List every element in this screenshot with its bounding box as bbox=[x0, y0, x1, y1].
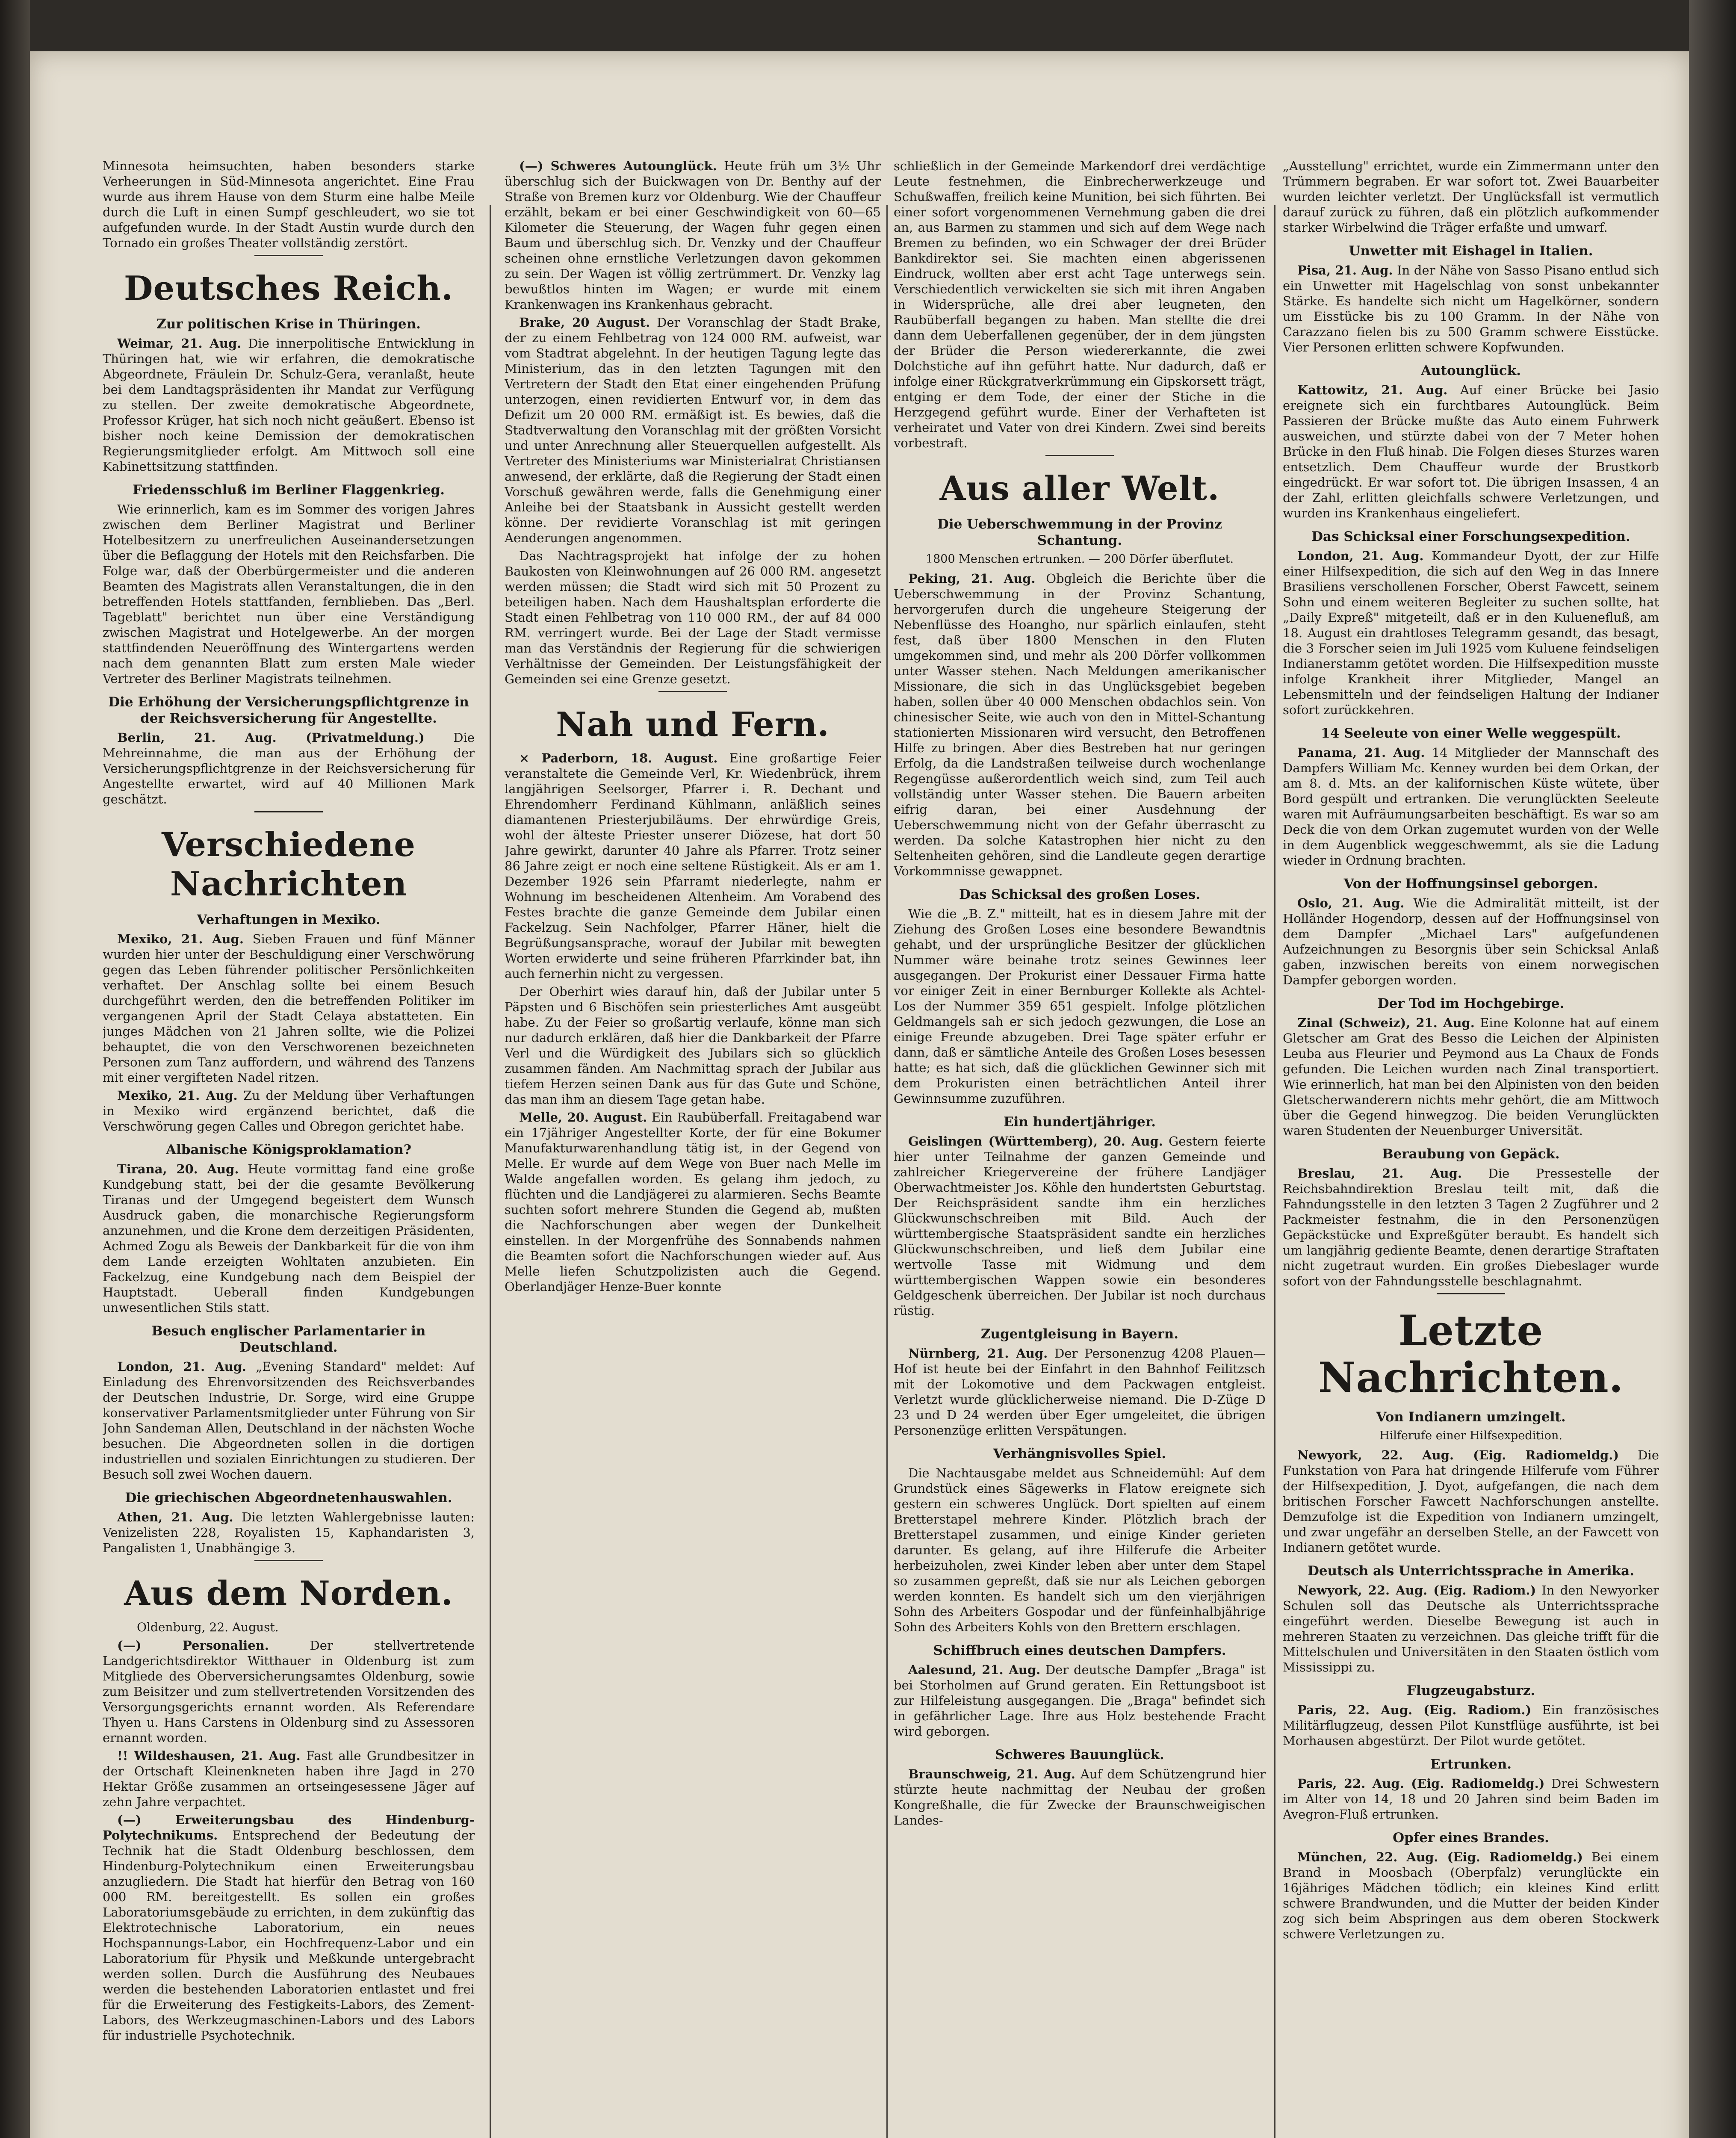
article-dateline: × Paderborn, 18. August. bbox=[519, 751, 718, 765]
article-dateline: Brake, 20 August. bbox=[519, 315, 650, 330]
article-body: 14 Mitglieder der Mannschaft des Dampfers William Mc. Kenney wurden bei dem Orkan, der am 8. d. Mts. an der kalifornischen Küste wütete, über Bord gespült und ertranken. Die verunglückten Seeleute waren mit Aufräumungsarbeiten beschäftigt. Es war so am Deck die von dem Orkan zugemutet wurden von der Welle in dem Augenblick weggeschwemmt, als sie die Ladung wieder in Ordnung brachten. bbox=[1283, 745, 1659, 868]
section-heading-letzte-nachrichten: Letzte Nachrichten. bbox=[1318, 1306, 1624, 1402]
article-dateline: Tirana, 20. Aug. bbox=[117, 1162, 239, 1176]
section-heading-deutsches-reich: Deutsches Reich. bbox=[124, 269, 454, 308]
article-body: Bei einem Brand in Moosbach (Oberpfalz) verunglückte ein 16jähriges Mädchen tödlich; ein kleines Kind erlitt schwere Brandwunden, und die Mutter der beiden Kinder zog sich beim Abspringen aus dem oberen Stockwerk schwere Verletzungen zu. bbox=[1283, 1850, 1659, 1941]
divider bbox=[1045, 455, 1114, 456]
article-dateline: Peking, 21. Aug. bbox=[908, 571, 1036, 586]
article-body: Der deutsche Dampfer „Braga" ist bei Storholmen auf Grund geraten. Ein Rettungsboot ist zur Hilfeleistung ausgegangen. Die „Braga" befindet sich in gefährlicher Lage. Ihre aus Holz bestehende Fracht wird geborgen. bbox=[894, 1663, 1266, 1739]
article-dateline: Geislingen (Württemberg), 20. Aug. bbox=[908, 1134, 1163, 1149]
article-dateline: Mexiko, 21. Aug. bbox=[117, 1088, 238, 1103]
article-body: Heute früh um 3½ Uhr überschlug sich der Buickwagen von Dr. Benthy auf der Straße von Bremen kurz vor Oldenburg. Wie der Chauffeur erzählt, bekam er bei einer Geschwindigkeit von 60—65 Kilometer die Steuerung, der Wagen fuhr gegen einen Baum und überschlug sich. Dr. Venzky und der Chauffeur scheinen ohne ernstliche Verletzungen davon gekommen zu sein. Der Wagen ist völlig zertrümmert. Dr. Venzky lag bewußtlos hinten im Wagen; er wurde mit einem Krankenwagen ins Krankenhaus gebracht. bbox=[505, 159, 881, 312]
article-body: Die Nachtausgabe meldet aus Schneidemühl: Auf dem Grundstück eines Sägewerks in Flatow ereignete sich gestern ein schweres Unglück. Dort spielten auf einem Bretterstapel mehrere Kinder. Plötzlich brach der Bretterstapel zusammen, und einige Kinder gerieten darunter. Es gelang, auf ihre Hilferufe die Arbeiter herbeizuholen, zwei Kinder leben aber unter dem Stapel so zusammen gepreßt, daß sie nur als Leichen geborgen werden konnten. Es handelt sich um den vierjährigen Sohn des Arbeiters Gospodar und der fünfeinhalbjährige Sohn des Arbeiters Kohls von den Brettern erschlagen. bbox=[894, 1466, 1266, 1634]
column-2 bbox=[505, 158, 881, 2138]
newspaper-page bbox=[30, 51, 1689, 2138]
article-body: Wie die Admiralität mitteilt, ist der Holländer Hogendorp, dessen auf der Hoffnungsinsel von dem Dampfer „Michael Lars" aufgefundenen Aufzeichnungen zu Besorgnis über sein Schicksal Anlaß gaben, inzwischen bereits von einem norwegischen Dampfer geborgen worden. bbox=[1283, 896, 1659, 987]
article-title: Schiffbruch eines deutschen Dampfers. bbox=[933, 1643, 1226, 1658]
article-dateline: Paris, 22. Aug. (Eig. Radiomeldg.) bbox=[1297, 1776, 1545, 1791]
article-body: Wie die „B. Z." mitteilt, hat es in diesem Jahre mit der Ziehung des Großen Loses eine besondere Bewandtnis gehabt, und der ursprüngliche Besitzer der glücklichen Nummer wäre beinahe trotz seines Gewinnes leer ausgegangen. Der Prokurist einer Dessauer Firma hatte vor einiger Zeit in einer Bernburger Kollekte als Achtel-Los der Nummer 359 651 gespielt. Infolge plötzlichen Geldmangels sah er sich jedoch gezwungen, die Lose an einige Freunde abzugeben. Drei Tage später erfuhr er dann, daß er sämtliche Anteile des Großen Loses besessen hatte; es hat sich, daß die glücklichen Gewinner sich mit dem Prokuristen einen beträchtlichen Anteil ihrer Gewinnsumme zuzuführen. bbox=[894, 907, 1266, 1106]
article-body: Sieben Frauen und fünf Männer wurden hier unter der Beschuldigung einer Verschwörung gegen das Leben führender politischer Persönlichkeiten verhaftet. Der Anschlag sollte bei einem Besuch durchgeführt werden, den die betreffenden Politiker im vergangenen April der Stadt Celaya abstatteten. Ein junges Mädchen von 21 Jahren sollte, wie die Polizei behauptet, die von den Verschworenen bezeichneten Personen zum Tanz auffordern, und während des Tanzens mit einer vergifteten Nadel ritzen. bbox=[103, 932, 475, 1085]
article-title: Verhaftungen in Mexiko. bbox=[197, 912, 381, 927]
article-body: Der Voranschlag der Stadt Brake, der zu einem Fehlbetrag von 124 000 RM. aufweist, war vom Stadtrat abgelehnt. In der heutigen Tagung legte das Ministerium, das in den letzten Tagungen mit den Vertretern der Stadt den Etat einer eingehenden Prüfung unterzogen, einen revidierten Entwurf vor, in dem das Defizit um 20 000 RM. ermäßigt ist. Es bewies, daß die Stadtverwaltung den Voranschlag mit der größten Vorsicht und unter Anrechnung aller Steuerquellen aufgestellt. Als Vertreter des Ministeriums war Ministerialrat Christiansen anwesend, der erklärte, daß die Regierung der Stadt einen Vorschuß gewähren werde, falls die Genehmigung einer Anleihe bei der Staatsbank in Aussicht gestellt werden könne. Der revidierte Voranschlag ist mit geringen Aenderungen angenommen. bbox=[505, 315, 881, 545]
article-title: Opfer eines Brandes. bbox=[1393, 1830, 1549, 1846]
column-4 bbox=[1283, 158, 1659, 2138]
article-dateline: Aalesund, 21. Aug. bbox=[908, 1663, 1041, 1677]
article-dateline: Panama, 21. Aug. bbox=[1297, 745, 1425, 760]
article-subtitle: 1800 Menschen ertrunken. — 200 Dörfer überflutet. bbox=[925, 552, 1234, 566]
article-title: Albanische Königsproklamation? bbox=[165, 1142, 412, 1158]
page-edge-shadow bbox=[1689, 0, 1736, 2138]
article-title: Beraubung von Gepäck. bbox=[1382, 1146, 1560, 1162]
divider bbox=[1437, 1293, 1505, 1294]
article-title: Autounglück. bbox=[1421, 363, 1521, 378]
article-body: Der stellvertretende Landgerichtsdirektor Witthauer in Oldenburg ist zum Mitgliede des Oberversicherungsamtes Oldenburg, sowie zum Beisitzer und zum stellvertretenden Vorsitzenden des Versorgungsgerichts ernannt worden. Als Referendare Thyen u. Hans Carstens in Oldenburg sind zu Assessoren ernannt worden. bbox=[103, 1638, 475, 1745]
article-dateline: London, 21. Aug. bbox=[1297, 549, 1424, 563]
article-body: In den Newyorker Schulen soll das Deutsche als Unterrichtssprache eingeführt werden. Dieselbe Bewegung ist auch in mehreren Staaten zu verzeichnen. Das gleiche trifft für die Mittelschulen und Universitäten in den Staaten östlich vom Mississippi zu. bbox=[1283, 1583, 1659, 1674]
article-body: Auf einer Brücke bei Jasio ereignete sich ein furchtbares Autounglück. Beim Passieren der Brücke mußte das Auto einem Fuhrwerk ausweichen, und stürzte dabei von der 7 Meter hohen Brücke in den Fluß hinab. Die Folgen dieses Sturzes waren entsetzlich. Dem Chauffeur wurde der Brustkorb eingedrückt. Er war sofort tot. Die übrigen Insassen, 4 an der Zahl, erlitten gleichfalls schwere Verletzungen, und wurden ins Krankenhaus eingeliefert. bbox=[1283, 383, 1659, 520]
article-title: Verhängnisvolles Spiel. bbox=[993, 1446, 1166, 1462]
article-body: Die Funkstation von Para hat dringende Hilferufe vom Führer der Hilfsexpedition, J. Dyot, aufgefangen, die nach dem britischen Forscher Fawcett Nachforschungen anstellte. Demzufolge ist die Expedition von Indianern umzingelt, und zwar ungefähr an derselben Stelle, an der Fawcett von Indianern getötet wurde. bbox=[1283, 1448, 1659, 1555]
divider bbox=[254, 255, 323, 256]
article-body: Der Personenzug 4208 Plauen—Hof ist heute bei der Einfahrt in den Bahnhof Feilitzsch mit der Lokomotive und dem Packwagen entgleist. Verletzt wurde glücklicherweise niemand. Die D-Züge D 23 und D 24 werden über Eger umgeleitet, die übrigen Personenzüge erlitten Verspätungen. bbox=[894, 1346, 1266, 1438]
article-title: Ein hundertjähriger. bbox=[1003, 1114, 1156, 1130]
article-body: Gestern feierte hier unter Teilnahme der ganzen Gemeinde und zahlreicher Kriegervereine der frühere Landjäger Oberwachtmeister Jos. Köhle den hundertsten Geburtstag. Der Reichspräsident sandte ihm ein herzliches Glückwunschschreiben mit Bild. Auch der württembergische Staatspräsident sandte ein herzliches Glückwunschschreiben, und ließ dem Jubilar eine wertvolle Tasse mit Widmung und dem württembergischen Wappen sowie ein besonderes Geldgeschenk überreichen. Der Jubilar ist noch durchaus rüstig. bbox=[894, 1134, 1266, 1318]
article-body: Die Mehreinnahme, die man aus der Erhöhung der Versicherungspflichtgrenze in der Reichsversicherung für Angestellte erwartet, wird auf 40 Millionen Mark geschätzt. bbox=[103, 730, 475, 806]
article-title: Besuch englischer Parlamentarier in Deutschland. bbox=[151, 1323, 426, 1355]
article-dateline: London, 21. Aug. bbox=[117, 1359, 247, 1374]
article-body: Die letzten Wahlergebnisse lauten: Venizelisten 228, Royalisten 15, Kaphandaristen 3, Pangalisten 1, Unabhängige 3. bbox=[103, 1510, 475, 1555]
article-body: Wie erinnerlich, kam es im Sommer des vorigen Jahres zwischen dem Berliner Magistrat und Berliner Hotelbesitzern zu unerfreulichen Auseinandersetzungen über die Beflaggung der Hotels mit den Reichsfarben. Die Folge war, daß der Oberbürgermeister und die anderen Beamten des Magistrats allen Veranstaltungen, die in den betreffenden Hotels stattfanden, fernblieben. Das „Berl. Tageblatt" berichtet nun über eine Verständigung zwischen Magistrat und Hotelgewerbe. An der morgen stattfindenden Neueröffnung des Wintergartens werden nach dem genannten Blatt zum ersten Male wieder Vertreter des Berliner Magistrats teilnehmen. bbox=[103, 502, 475, 686]
article-body: Das Nachtragsprojekt hat infolge der zu hohen Baukosten von Kleinwohnungen auf 26 000 RM. angesetzt werden müssen; die Stadt wird sich mit 50 Prozent zu beteiligen haben. Nach dem Haushaltsplan erforderte die Stadt einen Fehlbetrag von 110 000 RM., der auf 84 000 RM. verringert wurde. Bei der Lage der Stadt vermisse man das Verständnis der Regierung für die schwierigen Verhältnisse der Gemeinden. Der Leistungsfähigkeit der Gemeinden sei eine Grenze gesetzt. bbox=[505, 549, 881, 686]
column-rule bbox=[886, 205, 888, 2138]
divider bbox=[658, 691, 727, 692]
article-dateline: Zinal (Schweiz), 21. Aug. bbox=[1297, 1016, 1475, 1030]
article-body: Kommandeur Dyott, der zur Hilfe einer Hilfsexpedition, die sich auf den Weg in das Innere Brasiliens verschollenen Forscher, Oberst Fawcett, seinem Sohn und einem weiteren Begleiter zu suchen sollte, hat „Daily Expreß" mitgeteilt, daß er in den Kuluenefluß, am 18. August ein drahtloses Telegramm gesandt, das besagt, die 3 Forscher seien im Juli 1925 vom Kuluene feindseligen Indianerstamm getötet worden. Die Hilfsexpedition musste infolge Krankheit ihrer Mitglieder, Mangel an Lebensmitteln und der feindseligen Haltung der Indianer sofort zurückkehren. bbox=[1283, 549, 1659, 717]
article-dateline: Breslau, 21. Aug. bbox=[1297, 1166, 1462, 1181]
article-dateline: Mexiko, 21. Aug. bbox=[117, 932, 244, 946]
section-heading-aus-aller-welt: Aus aller Welt. bbox=[939, 469, 1220, 508]
article-body: Eine großartige Feier veranstaltete die Gemeinde Verl, Kr. Wiedenbrück, ihrem langjährigen Seelsorger, Pfarrer i. R. Dechant und Ehrendomherr Ferdinand Kühlmann, anläßlich seines diamantenen Priesterjubiläums. Der ehrwürdige Greis, wohl der älteste Priester unserer Diözese, hat dort 50 Jahre gewirkt, darunter 40 Jahre als Pfarrer. Trotz seiner 86 Jahre zeigt er noch eine seltene Rüstigkeit. Als er am 1. Dezember 1926 sein Pfarramt niederlegte, nahm er Wohnung im bescheidenen Altenheim. Am Vorabend des Festes brachte die ganze Gemeinde dem Jubilar einen Fackelzug. Sein Nachfolger, Pfarrer Häner, hielt die Begrüßungsansprache, worauf der Jubilar mit bewegten Worten erwiderte und seine früheren Pfarrkinder bat, ihn auch fernerhin nicht zu vergessen. bbox=[505, 751, 881, 981]
article-body: Ein französisches Militärflugzeug, dessen Pilot Kunstflüge ausführte, ist bei Morhausen abgestürzt. Der Pilot wurde getötet. bbox=[1283, 1703, 1659, 1748]
article-title: Das Schicksal einer Forschungsexpedition. bbox=[1311, 529, 1630, 544]
column-1 bbox=[103, 158, 475, 2138]
article-body: Ein Raubüberfall. Freitagabend war ein 17jähriger Angestellter Korte, der für eine Bokumer Manufakturwarenhandlung tätig ist, in der Gegend von Melle. Er wurde auf dem Wege von Buer nach Melle im Walde angefallen worden. Es gelang ihm jedoch, zu flüchten und die Landjägerei zu alarmieren. Sechs Beamte suchten sofort mehrere Stunden die Gegend ab, mußten die Nachforschungen aber wegen der Dunkelheit einstellen. In der Morgenfrühe des Sonnabends nahmen die Beamten sofort die Nachforschungen wieder auf. Aus Melle liefen Schutzpolizisten auch die Gegend. Oberlandjäger Henze-Buer konnte bbox=[505, 1110, 881, 1294]
article-body: Drei Schwestern im Alter von 14, 18 und 20 Jahren sind beim Baden im Avegron-Fluß ertrunken. bbox=[1283, 1776, 1659, 1822]
article-title: 14 Seeleute von einer Welle weggespült. bbox=[1321, 726, 1621, 741]
place-date-line: Oldenburg, 22. August. bbox=[137, 1620, 279, 1634]
article-title: Von Indianern umzingelt. bbox=[1376, 1409, 1566, 1425]
article-dateline: Paris, 22. Aug. (Eig. Radiom.) bbox=[1297, 1703, 1532, 1717]
article-title: Ertrunken. bbox=[1430, 1757, 1512, 1772]
article-title: Der Tod im Hochgebirge. bbox=[1377, 996, 1565, 1011]
article-body: Obgleich die Berichte über die Ueberschwemmung in der Provinz Schantung, hervorgerufen durch die ungeheure Steigerung der Nebenflüsse des Hoangho, nur spärlich einlaufen, steht fest, daß über 1800 Menschen in den Fluten umgekommen sind, und mehr als 200 Dörfer vollkommen unter Wasser stehen. Nach Meldungen amerikanischer Missionare, die sich in das Unglücksgebiet begeben haben, sollen über 40 000 Menschen obdachlos sein. Von chinesischer Seite, wie auch von den in Mittel-Schantung stationierten Missionaren wird versucht, den Betroffenen Hilfe zu bringen. Aber dies Bestreben hat nur geringen Erfolg, da die Landstraßen teilweise durch wochenlange Regengüsse außerordentlich weich sind, zum Teil auch vollständig unter Wasser stehen. Die Bauern arbeiten eifrig daran, bei einer Ausdehnung der Ueberschwemmung nicht von der Gefahr überrascht zu werden. Da solche Katastrophen hier nicht zu den Seltenheiten gehören, sind die Landleute gegen derartige Vorkommnisse gewappnet. bbox=[894, 571, 1266, 878]
article-body: Zu der Meldung über Verhaftungen in Mexiko wird ergänzend berichtet, daß die Verschwörung gegen Calles und Obregon gerichtet habe. bbox=[103, 1088, 475, 1134]
section-heading-nah-und-fern: Nah und Fern. bbox=[556, 705, 830, 744]
article-dateline: Braunschweig, 21. Aug. bbox=[908, 1767, 1075, 1781]
article-dateline: Athen, 21. Aug. bbox=[117, 1510, 233, 1524]
article-dateline: (—) Schweres Autounglück. bbox=[519, 159, 717, 173]
article-body: Die innerpolitische Entwicklung in Thüringen hat, wie wir erfahren, die demokratische Abgeordnete, Fräulein Dr. Schulz-Gera, veranlaßt, heute bei dem Landtagspräsidenten ihr Mandat zur Verfügung zu stellen. Der zweite demokratische Abgeordnete, Professor Krüger, hat sich noch nicht geäußert. Ebenso ist bisher noch keine Demission der demokratischen Regierungsmitglieder erfolgt. Am Mittwoch soll eine Kabinettsitzung stattfinden. bbox=[103, 336, 475, 474]
article-title: Unwetter mit Eishagel in Italien. bbox=[1349, 243, 1593, 259]
article-body: Der Oberhirt wies darauf hin, daß der Jubilar unter 5 Päpsten und 6 Bischöfen sein priesterliches Amt ausgeübt habe. Zu der Feier so großartig verlaufe, könne man sich nur dadurch erklären, daß hier die Dankbarkeit der Pfarre Verl und die Würdigkeit des Jubilars sich so glücklich zusammen fänden. Am Nachmittag sprach der Jubilar aus tiefem Herzen seinen Dank aus für das Gute und Schöne, das man ihm an diesem Tage getan habe. bbox=[505, 984, 881, 1107]
article-title: Das Schicksal des großen Loses. bbox=[959, 887, 1201, 902]
intro-text: Minnesota heimsuchten, haben besonders starke Verheerungen in Süd-Minnesota angerichtet. Eine Frau wurde aus ihrem Hause von dem Sturm eine halbe Meile durch die Luft in einen Sumpf geschleudert, wo sie tot aufgefunden wurde. In der Stadt Austin wurde durch den Tornado ein großes Theater vollständig zerstört. bbox=[103, 159, 475, 250]
article-title: Deutsch als Unterrichtssprache in Amerika. bbox=[1307, 1563, 1635, 1579]
article-title: Die griechischen Abgeordnetenhauswahlen. bbox=[125, 1490, 452, 1506]
column-rule bbox=[490, 205, 491, 2138]
article-body: In der Nähe von Sasso Pisano entlud sich ein Unwetter mit Hagelschlag von sonst unbekannter Stärke. Es handelte sich nicht um Hagelkörner, sondern um Eisstücke bis zu 100 Gramm. In der Nähe von Carazzano fielen bis zu 500 Gramm schwere Eisstücke. Vier Personen erlitten schwere Kopfwunden. bbox=[1283, 263, 1659, 354]
column-3 bbox=[894, 158, 1266, 2138]
article-body: Entsprechend der Bedeutung der Technik hat die Stadt Oldenburg beschlossen, dem Hindenburg-Polytechnikum einen Erweiterungsbau anzugliedern. Die Stadt hat hierfür den Betrag von 160 000 RM. bereitgestellt. Es sollen ein großes Laboratoriumsgebäude zu errichten, in dem zukünftig das Elektrotechnische Laboratorium, ein neues Hochspannungs-Labor, ein Hochfrequenz-Labor und ein Laboratorium für Physik und Meßkunde untergebracht werden sollen. Durch die Ausführung des Neubaues werden die bestehenden Laboratorien entlastet und frei für die Erweiterung des Festigkeits-Labors, des Zement-Labors, des Werkzeugmaschinen-Labors und des Labors für industrielle Psychotechnik. bbox=[103, 1828, 475, 2043]
article-dateline: Newyork, 22. Aug. (Eig. Radiom.) bbox=[1297, 1583, 1536, 1598]
article-continuation: schließlich in der Gemeinde Markendorf drei verdächtige Leute festnehmen, die Einbrecherwerkzeuge und Schußwaffen, freilich keine Munition, bei sich führten. Bei einer sofort vorgenommenen Vernehmung gaben die drei an, aus Barmen zu stammen und sich auf dem Wege nach Bremen zu befinden, wo ein Schwager der drei Brüder Bankdirektor sei. Sie machten einen abgerissenen Eindruck, wollten aber erst acht Tage unterwegs sein. Verschiedentlich verwickelten sie sich mit ihren Angaben in Widersprüche, alle drei aber leugneten, den Raubüberfall begangen zu haben. Man stellte die drei dann dem Ueberfallenen gegenüber, der in dem jüngsten der Brüder die Person wiedererkannte, die zwei Dolchstiche auf ihn geführt hatte. Nur dadurch, daß er infolge einer Rückgratverkrümmung ein Gipskorsett trägt, entging er dem Tode, der einer der Stiche in die Herzgegend geführt wurde. Einer der Verhafteten ist verheiratet und Vater von drei Kindern. Zwei sind bereits vorbestraft. bbox=[894, 159, 1266, 450]
article-dateline: Nürnberg, 21. Aug. bbox=[908, 1346, 1048, 1361]
column-rule bbox=[1274, 205, 1275, 2138]
article-body: Eine Kolonne hat auf einem Gletscher am Grat des Besso die Leichen der Alpinisten Leuba aus Fleurier und Peymond aus La Chaux de Fonds gefunden. Die Leichen wurden nach Zinal transportiert. Wie erinnerlich, hat man bei den Alpinisten von den beiden Gletscherwanderern nichts mehr gehört, die am Mittwoch über die Gegend hinwegzog. Die beiden Verunglückten waren Studenten der Neuenburger Universität. bbox=[1283, 1016, 1659, 1138]
article-dateline: München, 22. Aug. (Eig. Radiomeldg.) bbox=[1297, 1850, 1583, 1864]
section-heading-verschiedene-nachrichten: Verschiedene Nachrichten bbox=[162, 825, 416, 904]
article-dateline: Pisa, 21. Aug. bbox=[1297, 263, 1393, 278]
article-body: Die Pressestelle der Reichsbahndirektion Breslau teilt mit, daß die Fahndungsstelle in den letzten 3 Tagen 2 Zugführer und 2 Packmeister festnahm, die in den Personenzügen Gepäckstücke und Expreßgüter beraubt. Es handelt sich um langjährig gediente Beamte, denen derartige Straftaten nicht zugetraut wurden. Ein großes Diebeslager wurde sofort von der Fahndungsstelle beschlagnahmt. bbox=[1283, 1166, 1659, 1288]
article-dateline: Weimar, 21. Aug. bbox=[117, 336, 242, 351]
article-title: Von der Hoffnungsinsel geborgen. bbox=[1343, 876, 1598, 892]
article-dateline: Berlin, 21. Aug. (Privatmeldung.) bbox=[117, 730, 425, 745]
article-title: Die Ueberschwemmung in der Provinz Schantung. bbox=[937, 517, 1222, 548]
article-body: Fast alle Grundbesitzer in der Ortschaft Kleinenkneten haben ihre Jagd in 270 Hektar Größe zusammen an ortseingesessene Jäger auf zehn Jahre verpachtet. bbox=[103, 1748, 475, 1809]
article-title: Zugentgleisung in Bayern. bbox=[980, 1326, 1179, 1342]
article-dateline: Kattowitz, 21. Aug. bbox=[1297, 383, 1448, 397]
article-title: Flugzeugabsturz. bbox=[1406, 1683, 1535, 1698]
divider bbox=[254, 811, 323, 812]
article-dateline: (—) Erweiterungsbau des Hindenburg-Polytechnikums. bbox=[103, 1813, 475, 1843]
book-binding-shadow bbox=[0, 0, 30, 2138]
article-continuation: „Ausstellung" errichtet, wurde ein Zimmermann unter den Trümmern begraben. Er war sofort tot. Zwei Bauarbeiter wurden leichter verletzt. Der Unglücksfall ist vermutlich darauf zurück zu führen, daß ein plötzlich aufkommender starker Wirbelwind die Träger erfaßte und umwarf. bbox=[1283, 159, 1659, 235]
article-title: Schweres Bauunglück. bbox=[995, 1747, 1164, 1763]
article-title: Friedensschluß im Berliner Flaggenkrieg. bbox=[132, 482, 445, 498]
article-dateline: Newyork, 22. Aug. (Eig. Radiomeldg.) bbox=[1297, 1448, 1619, 1462]
article-dateline: Melle, 20. August. bbox=[519, 1110, 647, 1125]
article-title: Die Erhöhung der Versicherungspflichtgrenze in der Reichsversicherung für Angestellte. bbox=[108, 694, 469, 726]
article-body: „Evening Standard" meldet: Auf Einladung des Ehrenvorsitzenden des Reichsverbandes der Deutschen Industrie, Dr. Sorge, wird eine Gruppe konservativer Parlamentsmitglieder unter Führung von Sir John Sandeman Allen, Deutschland in der nächsten Woche besuchen. Die Abgeordneten sollen in die dortigen industriellen und sozialen Einrichtungen zu studieren. Der Besuch soll zwei Wochen dauern. bbox=[103, 1359, 475, 1482]
article-body: Heute vormittag fand eine große Kundgebung statt, bei der die gesamte Bevölkerung Tiranas und der Umgegend begeistert dem Wunsch Ausdruck gaben, die monarchische Regierungsform anzunehmen, und die Krone dem derzeitigen Präsidenten, Achmed Zogu als Beweis der Dankbarkeit für die von ihm dem Lande erzeigten Wohltaten anzubieten. Ein Fackelzug, eine Kundgebung nach dem Beispiel der Hauptstadt. Ueberall finden Kundgebungen unwesentlichen Stils statt. bbox=[103, 1162, 475, 1315]
article-dateline: (—) Personalien. bbox=[117, 1638, 269, 1653]
article-dateline: !! Wildeshausen, 21. Aug. bbox=[117, 1748, 301, 1763]
divider bbox=[254, 1560, 323, 1561]
article-subtitle: Hilferufe einer Hilfsexpedition. bbox=[1379, 1429, 1562, 1442]
article-body: Auf dem Schützengrund hier stürzte heute nachmittag der Neubau der großen Kongreßhalle, die für Zwecke der Braunschweigischen Landes- bbox=[894, 1767, 1266, 1828]
article-dateline: Oslo, 21. Aug. bbox=[1297, 896, 1405, 910]
article-title: Zur politischen Krise in Thüringen. bbox=[156, 316, 421, 332]
section-heading-aus-dem-norden: Aus dem Norden. bbox=[124, 1574, 453, 1613]
